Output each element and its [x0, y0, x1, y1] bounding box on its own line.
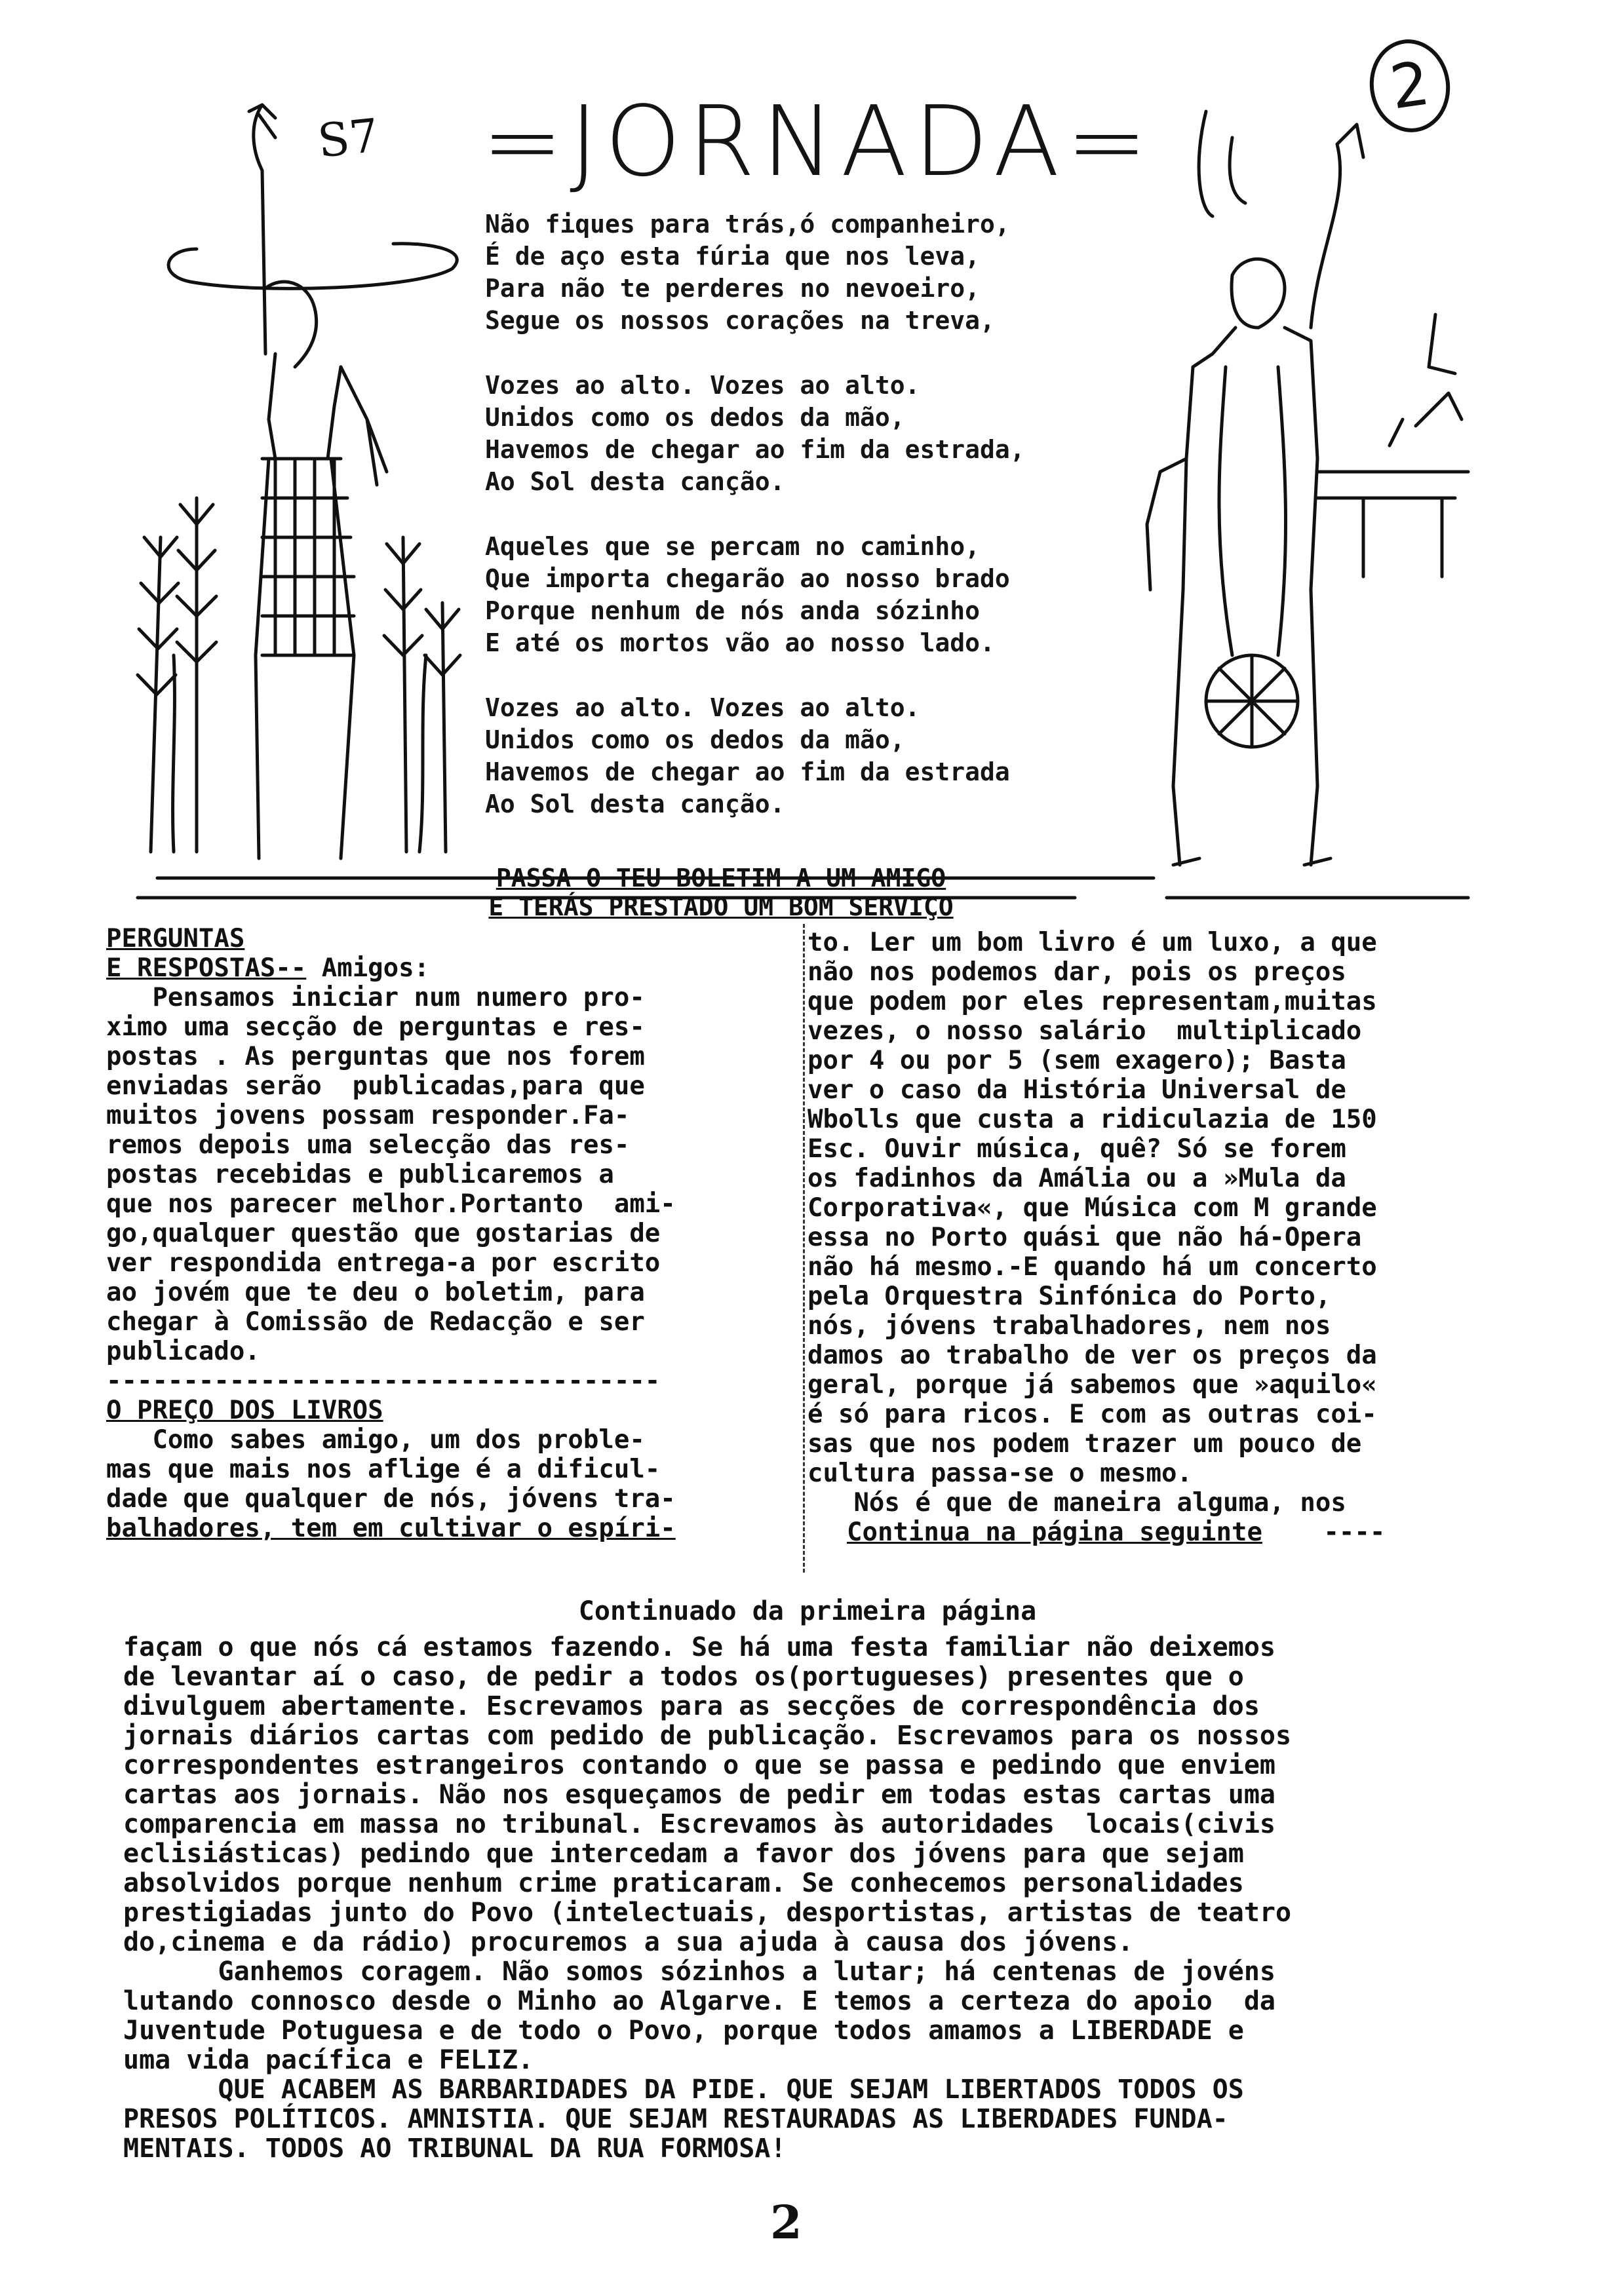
poem-line: E até os mortos vão ao nosso lado.: [485, 628, 995, 657]
article-line: que podem por eles representam,muitas: [808, 987, 1377, 1016]
poem-line: Para não te perderes no nevoeiro,: [485, 274, 980, 303]
poem-line: Vozes ao alto. Vozes ao alto.: [485, 371, 920, 400]
article-line: Wbolls que custa a ridiculazia de 150: [808, 1105, 1377, 1134]
article-line: ver respondida entrega-a por escrito: [106, 1248, 661, 1278]
article-line: correspondentes estrangeiros contando o que se passa e pedindo que enviem: [123, 1750, 1275, 1780]
page-mark-circle: 2: [1364, 34, 1456, 138]
article-line: de levantar aí o caso, de pedir a todos os(portugueses) presentes que o: [123, 1662, 1244, 1692]
article-line: eclisiásticas) pedindo que intercedam a favor dos jóvens para que sejam: [123, 1839, 1244, 1869]
section-heading-respostas: E RESPOSTAS--: [106, 953, 307, 983]
poem-line: Não fiques para trás,ó companheiro,: [485, 210, 1010, 239]
article-line: vezes, o nosso salário multiplicado: [808, 1016, 1362, 1046]
article-line: enviadas serão publicadas,para que: [106, 1071, 645, 1101]
poem-line: Porque nenhum de nós anda sózinho: [485, 596, 980, 625]
section-heading-perguntas: PERGUNTAS: [106, 924, 245, 953]
poem-stanza: [485, 692, 1167, 820]
article-line: que nos parecer melhor.Portanto ami-: [106, 1189, 676, 1219]
poem-line: Segue os nossos corações na treva,: [485, 306, 995, 335]
left-column: [106, 924, 801, 1543]
slogan-line: QUE ACABEM AS BARBARIDADES DA PIDE. QUE SEJAM LIBERTADOS TODOS OS: [123, 2075, 1244, 2105]
article-line: to. Ler um bom livro é um luxo, a que: [808, 928, 1377, 957]
article-line: postas . As perguntas que nos forem: [106, 1042, 645, 1071]
article-line: jornais diários cartas com pedido de publicação. Escrevamos para os nossos: [123, 1721, 1292, 1751]
poem-line: Que importa chegarão ao nosso brado: [485, 564, 1010, 593]
article-line: não há mesmo.-E quando há um concerto: [808, 1252, 1377, 1282]
article-line: muitos jovens possam responder.Fa-: [106, 1101, 630, 1130]
poem-stanza: [485, 208, 1167, 337]
share-banner-line: E TERÁS PRESTADO UM BOM SERVIÇO: [488, 892, 954, 921]
article-line: pela Orquestra Sinfónica do Porto,: [808, 1282, 1331, 1311]
slogan-line: MENTAIS. TODOS AO TRIBUNAL DA RUA FORMOSA!: [123, 2133, 787, 2164]
article-line: go,qualquer questão que gostarias de: [106, 1219, 661, 1248]
poem-line: Ao Sol desta canção.: [485, 790, 785, 818]
poem-line: Havemos de chegar ao fim da estrada,: [485, 435, 1025, 464]
slogan-line: PRESOS POLÍTICOS. AMNISTIA. QUE SEJAM RESTAURADAS AS LIBERDADES FUNDA-: [123, 2104, 1228, 2134]
article-line: é só para ricos. E com as outras coi-: [808, 1400, 1377, 1429]
poem-line: Unidos como os dedos da mão,: [485, 725, 905, 754]
article-line: lutando connosco desde o Minho ao Algarve. E temos a certeza do apoio da: [123, 1986, 1275, 2016]
page-number: 2: [770, 2195, 802, 2249]
article-line: damos ao trabalho de ver os preços da: [808, 1341, 1377, 1370]
article-line: postas recebidas e publicaremos a: [106, 1160, 614, 1189]
poem-line: Ao Sol desta canção.: [485, 467, 785, 496]
section-heading-preco-livros: O PREÇO DOS LIVROS: [106, 1396, 383, 1425]
greeting: Amigos:: [306, 953, 430, 983]
poem-line: Vozes ao alto. Vozes ao alto.: [485, 693, 920, 722]
article-line: sas que nos podem trazer um pouco de: [808, 1429, 1362, 1459]
continued-heading: Continuado da primeira página: [578, 1596, 1037, 1626]
poem-line: Havemos de chegar ao fim da estrada: [485, 757, 1010, 786]
poem-line: Aqueles que se percam no caminho,: [485, 532, 980, 561]
continued-article: [123, 1633, 1500, 2164]
article-line: mas que mais nos aflige é a dificul-: [106, 1455, 661, 1484]
article-line: ximo uma secção de perguntas e res-: [106, 1012, 645, 1042]
article-line: Corporativa«, que Música com M grande: [808, 1193, 1377, 1223]
article-line: dade que qualquer de nós, jóvens tra-: [106, 1484, 676, 1514]
article-line: remos depois uma selecção das res-: [106, 1130, 630, 1160]
article-line: essa no Porto quási que não há-Opera: [808, 1223, 1362, 1252]
article-line: balhadores, tem em cultivar o espíri-: [106, 1514, 676, 1543]
article-line: não nos podemos dar, pois os preços: [808, 957, 1346, 987]
article-line: ao jovém que te deu o boletim, para: [106, 1278, 645, 1307]
article-line: absolvidos porque nenhum crime praticaram. Se conhecemos personalidades: [123, 1868, 1244, 1898]
continue-note: Continua na página seguinte: [847, 1518, 1262, 1547]
article-line: prestigiadas junto do Povo (intelectuais, desportistas, artistas de teatro: [123, 1898, 1292, 1928]
poem-line: Unidos como os dedos da mão,: [485, 403, 905, 432]
article-line: do,cinema e da rádio) procuremos a sua ajuda à causa dos jóvens.: [123, 1927, 1134, 1957]
masthead-title: =JORNADA=: [482, 85, 1154, 198]
article-line: os fadinhos da Amália ou a »Mula da: [808, 1164, 1346, 1193]
article-line: Como sabes amigo, um dos proble-: [106, 1425, 645, 1455]
article-line: por 4 ou por 5 (sem exagero); Basta: [808, 1046, 1346, 1075]
article-line: Esc. Ouvir música, quê? Só se forem: [808, 1134, 1346, 1164]
column-divider-rule: [803, 924, 805, 1573]
right-column: [808, 928, 1512, 1547]
right-figure-drawing: [1147, 111, 1468, 865]
article-line: Ganhemos coragem. Não somos sózinhos a lutar; há centenas de jovéns: [123, 1957, 1275, 1987]
poem-line: É de aço esta fúria que nos leva,: [485, 242, 980, 271]
article-line: comparencia em massa no tribunal. Escrevamos às autoridades locais(civis: [123, 1809, 1275, 1839]
article-line: geral, porque já sabemos que »aquilo«: [808, 1370, 1377, 1400]
share-banner: [367, 864, 1075, 921]
article-line: façam o que nós cá estamos fazendo. Se há uma festa familiar não deixemos: [123, 1632, 1275, 1662]
section-divider: ------------------------------------: [106, 1366, 661, 1396]
article-line: nós, jóvens trabalhadores, nem nos: [808, 1311, 1331, 1341]
article-line: chegar à Comissão de Redacção e ser: [106, 1307, 645, 1337]
article-line: uma vida pacífica e FELIZ.: [123, 2045, 534, 2075]
share-banner-line: PASSA O TEU BOLETIM A UM AMIGO: [496, 864, 946, 892]
article-line: publicado.: [106, 1337, 260, 1366]
poem-stanza: [485, 531, 1167, 659]
article-line: cultura passa-se o mesmo.: [808, 1459, 1192, 1488]
article-line: ver o caso da História Universal de: [808, 1075, 1346, 1105]
poem-stanza: [485, 370, 1167, 498]
continue-dashes: ----: [1323, 1518, 1386, 1547]
article-line: divulguem abertamente. Escrevamos para as secções de correspondência dos: [123, 1691, 1260, 1721]
article-line: cartas aos jornais. Não nos esqueçamos de pedir em todas estas cartas uma: [123, 1780, 1275, 1810]
poem: [485, 208, 1167, 853]
corner-mark: S7: [315, 108, 381, 168]
article-line: Nós é que de maneira alguma, nos: [808, 1488, 1346, 1518]
article-line: Pensamos iniciar num numero pro-: [106, 983, 645, 1012]
article-line: Juventude Potuguesa e de todo o Povo, porque todos amamos a LIBERDADE e: [123, 2016, 1244, 2046]
